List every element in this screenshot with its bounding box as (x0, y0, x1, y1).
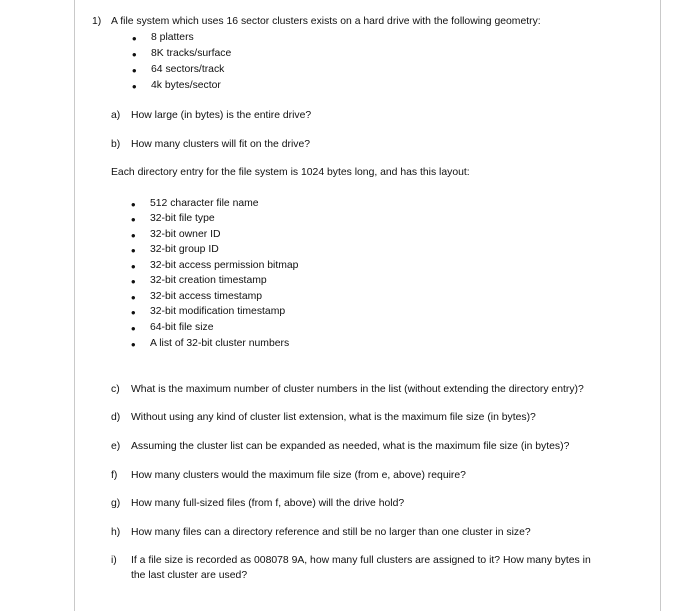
bullet-icon: • (131, 197, 136, 212)
bullet-icon: • (131, 212, 136, 227)
bullet-icon: • (132, 79, 137, 94)
question-text: How many clusters would the maximum file size (from e, above) require? (131, 470, 466, 481)
question-letter: a) (111, 110, 121, 121)
geometry-item: 4k bytes/sector (151, 80, 221, 91)
layout-item: 32-bit access permission bitmap (150, 260, 299, 271)
page-margin-line-left (74, 0, 75, 611)
question-text: Without using any kind of cluster list extension, what is the maximum file size (in bytes)? (131, 412, 536, 423)
bullet-icon: • (131, 259, 136, 274)
bullet-icon: • (132, 47, 137, 62)
layout-item: 32-bit file type (150, 213, 215, 224)
geometry-item: 8 platters (151, 32, 194, 43)
bullet-icon: • (131, 305, 136, 320)
bullet-icon: • (131, 290, 136, 305)
bullet-icon: • (132, 63, 137, 78)
bullet-icon: • (131, 274, 136, 289)
question-text-continued: the last cluster are used? (131, 570, 248, 581)
question-text: Assuming the cluster list can be expanded as needed, what is the maximum file size (in bytes)? (131, 441, 570, 452)
layout-item: 32-bit group ID (150, 244, 219, 255)
bullet-icon: • (132, 31, 137, 46)
geometry-item: 64 sectors/track (151, 64, 225, 75)
question-letter: d) (111, 412, 121, 423)
bullet-icon: • (131, 321, 136, 336)
question-text: What is the maximum number of cluster numbers in the list (without extending the directory entry)? (131, 384, 584, 395)
question-letter: c) (111, 384, 120, 395)
page-margin-line-right (660, 0, 661, 611)
question-letter: h) (111, 527, 121, 538)
bullet-icon: • (131, 337, 136, 352)
question-text: If a file size is recorded as 008078 9A, how many full clusters are assigned to it? How many bytes in (131, 555, 591, 566)
question-letter: f) (111, 470, 118, 481)
problem-number: 1) (92, 16, 102, 27)
layout-item: 32-bit creation timestamp (150, 275, 267, 286)
problem-intro: A file system which uses 16 sector clusters exists on a hard drive with the following geometry: (111, 16, 541, 27)
question-letter: g) (111, 498, 121, 509)
layout-item: 32-bit owner ID (150, 229, 221, 240)
layout-item: 32-bit access timestamp (150, 291, 263, 302)
question-text: How many full-sized files (from f, above) will the drive hold? (131, 498, 405, 509)
question-text: How large (in bytes) is the entire drive? (131, 110, 312, 121)
bullet-icon: • (131, 228, 136, 243)
question-letter: i) (111, 555, 117, 566)
question-text: How many clusters will fit on the drive? (131, 139, 311, 150)
question-text: How many files can a directory reference and still be no larger than one cluster in size? (131, 527, 531, 538)
layout-item: 64-bit file size (150, 322, 214, 333)
directory-intro: Each directory entry for the file system is 1024 bytes long, and has this layout: (111, 167, 470, 178)
question-letter: e) (111, 441, 121, 452)
geometry-item: 8K tracks/surface (151, 48, 232, 59)
question-letter: b) (111, 139, 121, 150)
layout-item: A list of 32-bit cluster numbers (150, 338, 290, 349)
layout-item: 512 character file name (150, 198, 259, 209)
layout-item: 32-bit modification timestamp (150, 306, 286, 317)
bullet-icon: • (131, 243, 136, 258)
